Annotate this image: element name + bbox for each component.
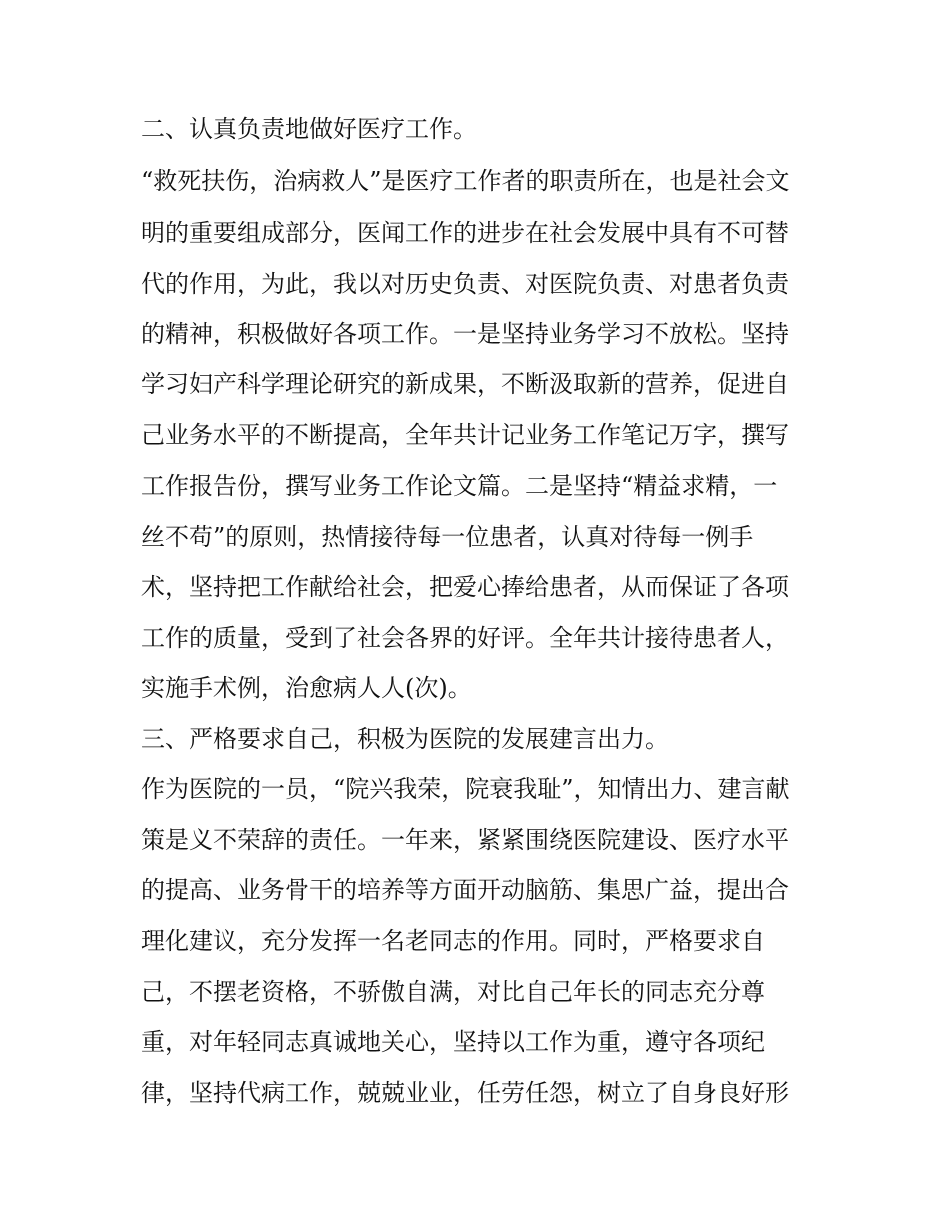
paragraph-line: 代的作用，为此，我以对历史负责、对医院负责、对患者负责 (141, 270, 789, 298)
paragraph-line: 理化建议，充分发挥一名老同志的作用。同时，严格要求自 (141, 927, 765, 955)
paragraph-line: 律，坚持代病工作，兢兢业业，任劳任怨，树立了自身良好形 (141, 1079, 789, 1107)
paragraph-line: 工作的质量，受到了社会各界的好评。全年共计接待患者人， (141, 624, 789, 652)
paragraph-line: 明的重要组成部分，医闻工作的进步在社会发展中具有不可替 (141, 219, 789, 247)
paragraph-line: 策是义不荣辞的责任。一年来，紧紧围绕医院建设、医疗水平 (141, 826, 789, 854)
paragraph-line: “救死扶伤，治病救人”是医疗工作者的职责所在，也是社会文 (141, 167, 790, 195)
paragraph-line: 的提高、业务骨干的培养等方面开动脑筋、集思广益，提出合 (141, 876, 789, 904)
paragraph-line: 学习妇产科学理论研究的新成果，不断汲取新的营养，促进自 (141, 370, 789, 398)
paragraph-line: 实施手术例，治愈病人人(次)。 (141, 674, 472, 702)
paragraph-line: 的精神，积极做好各项工作。一是坚持业务学习不放松。坚持 (141, 320, 789, 348)
paragraph-line: 工作报告份，撰写业务工作论文篇。二是坚持“精益求精，一 (141, 472, 778, 500)
heading-section-three: 三、严格要求自己，积极为医院的发展建言出力。 (141, 725, 669, 753)
paragraph-line: 作为医院的一员，“院兴我荣，院衰我耻”，知情出力、建言献 (141, 775, 790, 803)
paragraph-line: 丝不苟”的原则，热情接待每一位患者，认真对待每一例手 (141, 523, 754, 551)
heading-section-two: 二、认真负责地做好医疗工作。 (141, 115, 477, 143)
paragraph-line: 术，坚持把工作献给社会，把爱心捧给患者，从而保证了各项 (141, 573, 789, 601)
paragraph-line: 己业务水平的不断提高，全年共计记业务工作笔记万字，撰写 (141, 421, 789, 449)
paragraph-line: 重，对年轻同志真诚地关心，坚持以工作为重，遵守各项纪 (141, 1028, 765, 1056)
paragraph-line: 己，不摆老资格，不骄傲自满，对比自己年长的同志充分尊 (141, 978, 765, 1006)
